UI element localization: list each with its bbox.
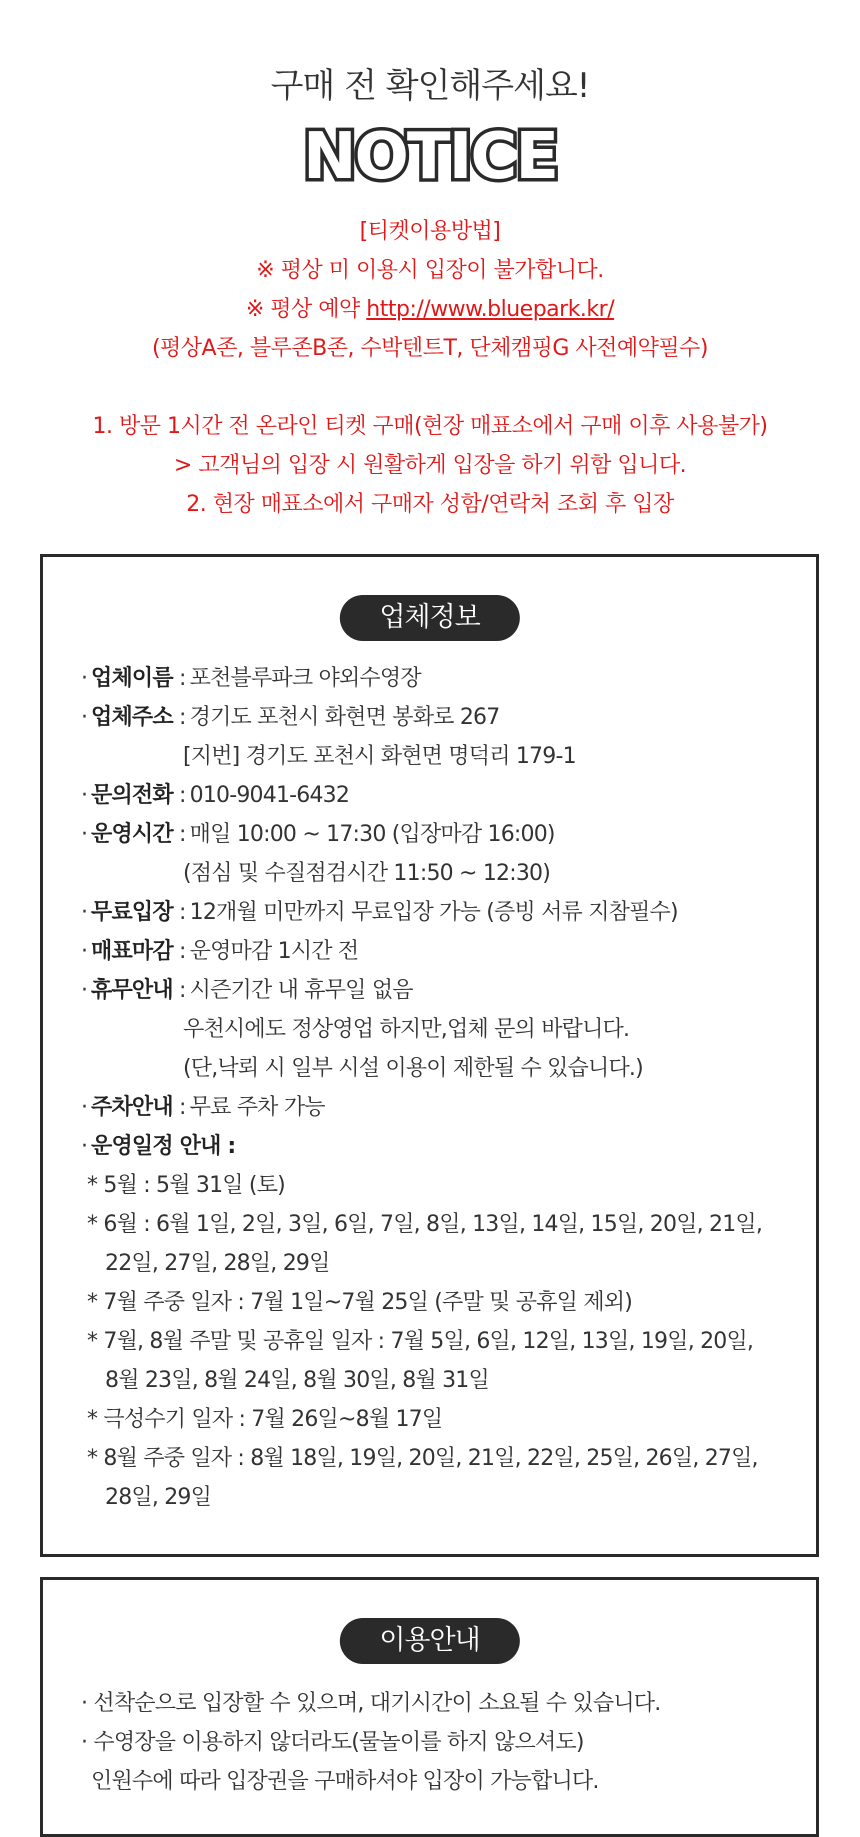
info-row-closed-days: · 휴무안내 : 시즌기간 내 휴무일 없음	[81, 978, 413, 1003]
schedule-august-weekday: * 8월 주중 일자 : 8월 18일, 19일, 20일, 21일, 22일, 25일, 26일, 27일,	[87, 1446, 758, 1471]
info-row-free-entry: · 무료입장 : 12개월 미만까지 무료입장 가능 (증빙 서류 지참필수)	[81, 900, 678, 925]
schedule-peak-season: * 극성수기 일자 : 7월 26일~8월 17일	[87, 1407, 443, 1432]
schedule-july-weekday: * 7월 주중 일자 : 7월 1일~7월 25일 (주말 및 공휴일 제외)	[87, 1290, 633, 1315]
usage-line: · 선착순으로 입장할 수 있으며, 대기시간이 소요될 수 있습니다.	[81, 1691, 661, 1716]
company-info-heading: 업체정보	[339, 595, 519, 641]
ticket-usage-notice	[0, 212, 860, 524]
notice-logo-graphic	[295, 118, 565, 194]
notice-line: ※ 평상 미 이용시 입장이 불가합니다.	[256, 258, 604, 283]
info-row-address-lot: [지번] 경기도 포천시 화현면 명덕리 179-1	[183, 744, 576, 769]
info-row-schedule: · 운영일정 안내 :	[81, 1134, 236, 1159]
info-row-address: · 업체주소 : 경기도 포천시 화현면 봉화로 267	[81, 705, 500, 730]
info-row-rain: 우천시에도 정상영업 하지만,업체 문의 바랍니다.	[183, 1017, 630, 1042]
info-row-name: · 업체이름 : 포천블루파크 야외수영장	[81, 666, 421, 691]
notice-logo-text: NOTICE	[302, 120, 558, 194]
notice-line-text: ※ 평상 예약	[245, 297, 360, 322]
notice-spacer	[0, 368, 860, 407]
info-row-parking: · 주차안내 : 무료 주차 가능	[81, 1095, 325, 1120]
schedule-june-cont: 22일, 27일, 28일, 29일	[105, 1251, 330, 1276]
info-row-phone: · 문의전화 : 010-9041-6432	[81, 783, 350, 808]
usage-line: · 수영장을 이용하지 않더라도(물놀이를 하지 않으셔도)	[81, 1730, 584, 1755]
schedule-august-weekday-cont: 28일, 29일	[105, 1485, 212, 1510]
usage-info-list	[81, 1684, 660, 1801]
usage-line: 인원수에 따라 입장권을 구매하셔야 입장이 가능합니다.	[91, 1769, 599, 1794]
reservation-link[interactable]: http://www.bluepark.kr/	[366, 297, 615, 322]
notice-line: > 고객님의 입장 시 원활하게 입장을 하기 위함 입니다.	[173, 453, 687, 478]
company-info-box	[40, 554, 819, 1557]
schedule-june: * 6월 : 6월 1일, 2일, 3일, 6일, 7일, 8일, 13일, 14일, 15일, 20일, 21일,	[87, 1212, 763, 1237]
page-title: 구매 전 확인해주세요!	[270, 66, 590, 106]
info-row-lightning: (단,낙뢰 시 일부 시설 이용이 제한될 수 있습니다.)	[183, 1056, 643, 1081]
usage-info-heading: 이용안내	[339, 1618, 519, 1664]
schedule-weekend-holiday: * 7월, 8월 주말 및 공휴일 일자 : 7월 5일, 6일, 12일, 13일, 19일, 20일,	[87, 1329, 754, 1354]
usage-info-box	[40, 1577, 819, 1837]
notice-line: [티켓이용방법]	[359, 219, 501, 244]
info-row-hours-break: (점심 및 수질점검시간 11:50 ~ 12:30)	[183, 861, 551, 886]
notice-line: 2. 현장 매표소에서 구매자 성함/연락처 조회 후 입장	[186, 492, 674, 517]
notice-line: 1. 방문 1시간 전 온라인 티켓 구매(현장 매표소에서 구매 이후 사용불가)	[92, 414, 768, 439]
schedule-may: * 5월 : 5월 31일 (토)	[87, 1173, 285, 1198]
notice-line-reservation	[0, 290, 860, 329]
info-row-ticket-close: · 매표마감 : 운영마감 1시간 전	[81, 939, 359, 964]
notice-logo	[0, 118, 860, 198]
info-row-hours: · 운영시간 : 매일 10:00 ~ 17:30 (입장마감 16:00)	[81, 822, 555, 847]
schedule-weekend-holiday-cont: 8월 23일, 8월 24일, 8월 30일, 8월 31일	[105, 1368, 489, 1393]
notice-line: (평상A존, 블루존B존, 수박텐트T, 단체캠핑G 사전예약필수)	[151, 336, 709, 361]
company-info-list	[81, 659, 762, 1517]
